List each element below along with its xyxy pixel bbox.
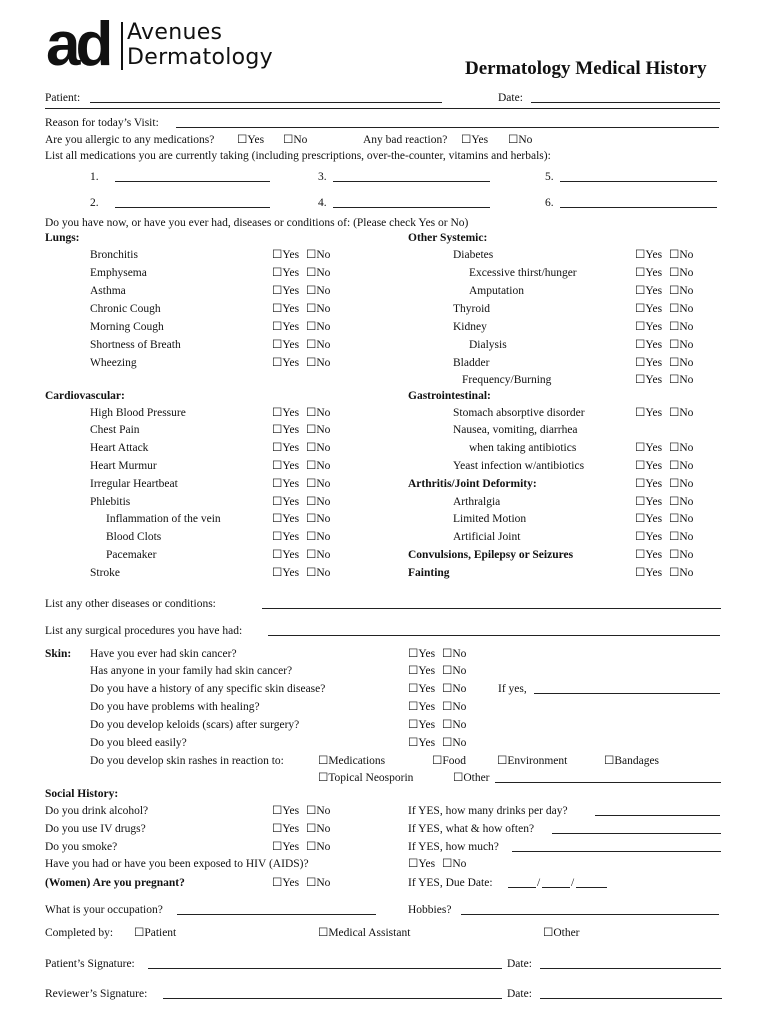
arthritis-0-yes[interactable]: ☐Yes (635, 496, 663, 508)
arthritis-0-no[interactable]: ☐No (669, 496, 694, 508)
cardio-9-no[interactable]: ☐No (306, 567, 331, 579)
cardio-2-yes[interactable]: ☐Yes (272, 442, 300, 454)
alcohol-field[interactable] (595, 815, 720, 816)
condition-label: when taking antibiotics (469, 442, 577, 454)
condition-label: Bronchitis (90, 249, 138, 261)
skin-question: Do you develop skin rashes in reaction to: (90, 755, 284, 767)
cardio-8-no[interactable]: ☐No (306, 549, 331, 561)
rash-neosporin[interactable]: ☐Topical Neosporin (318, 772, 414, 784)
systemic-3-yes[interactable]: ☐Yes (635, 303, 663, 315)
logo-mark: ad (46, 10, 109, 79)
iv-field[interactable] (552, 833, 721, 834)
lungs-3-no[interactable]: ☐No (306, 303, 331, 315)
surgical-label: List any surgical procedures you have had: (45, 625, 243, 637)
condition-label: Blood Clots (106, 531, 162, 543)
reviewer-signature-label: Reviewer’s Signature: (45, 988, 148, 1000)
lungs-2-yes[interactable]: ☐Yes (272, 285, 300, 297)
condition-label: Bladder (453, 357, 490, 369)
skin-0-yes[interactable]: ☐Yes (408, 648, 436, 660)
gi-2-yes[interactable]: ☐Yes (635, 442, 663, 454)
rash-environment[interactable]: ☐Environment (497, 755, 568, 767)
skin-question: Do you bleed easily? (90, 737, 187, 749)
systemic-1-yes[interactable]: ☐Yes (635, 267, 663, 279)
fainting-label: Fainting (408, 567, 450, 579)
date-slash: / (571, 877, 575, 889)
skin-4-yes[interactable]: ☐Yes (408, 719, 436, 731)
arthritis-2-yes[interactable]: ☐Yes (635, 531, 663, 543)
arthritis-no[interactable]: ☐No (669, 478, 694, 490)
patient-signature-label: Patient’s Signature: (45, 958, 135, 970)
logo-line2: Dermatology (127, 45, 273, 70)
condition-label: Chest Pain (90, 424, 140, 436)
iv-question: Do you use IV drugs? (45, 823, 146, 835)
condition-label: Phlebitis (90, 496, 131, 508)
arthritis-2-no[interactable]: ☐No (669, 531, 694, 543)
systemic-5-yes[interactable]: ☐Yes (635, 339, 663, 351)
fainting-no[interactable]: ☐No (669, 567, 694, 579)
reason-field[interactable] (176, 127, 719, 128)
cardio-5-yes[interactable]: ☐Yes (272, 496, 300, 508)
condition-label: Heart Murmur (90, 460, 157, 472)
allergy-no[interactable]: ☐No (283, 134, 308, 146)
med-number: 1. (90, 171, 99, 183)
rash-medications[interactable]: ☐Medications (318, 755, 386, 767)
cardio-6-no[interactable]: ☐No (306, 513, 331, 525)
skin-3-yes[interactable]: ☐Yes (408, 701, 436, 713)
med-number: 6. (545, 197, 554, 209)
reviewer-signature-date-field[interactable] (540, 998, 722, 999)
condition-label: Nausea, vomiting, diarrhea (453, 424, 578, 436)
skin-question: Do you have problems with healing? (90, 701, 260, 713)
logo-line1: Avenues (127, 20, 223, 45)
hiv-yes[interactable]: ☐Yes (408, 858, 436, 870)
condition-label: High Blood Pressure (90, 407, 186, 419)
occupation-field[interactable] (177, 914, 376, 915)
rash-food[interactable]: ☐Food (432, 755, 466, 767)
hobbies-label: Hobbies? (408, 904, 452, 916)
page-title: Dermatology Medical History (465, 58, 707, 79)
gi-3-yes[interactable]: ☐Yes (635, 460, 663, 472)
pregnant-no[interactable]: ☐No (306, 877, 331, 889)
due-day-field[interactable] (542, 887, 570, 888)
condition-label: Heart Attack (90, 442, 149, 454)
smoke-question: Do you smoke? (45, 841, 118, 853)
lungs-1-no[interactable]: ☐No (306, 267, 331, 279)
skin-question: Do you develop keloids (scars) after surgery? (90, 719, 300, 731)
cardio-8-yes[interactable]: ☐Yes (272, 549, 300, 561)
condition-label: Limited Motion (453, 513, 527, 525)
cardio-2-no[interactable]: ☐No (306, 442, 331, 454)
fainting-yes[interactable]: ☐Yes (635, 567, 663, 579)
smoke-yes[interactable]: ☐Yes (272, 841, 300, 853)
systemic-0-yes[interactable]: ☐Yes (635, 249, 663, 261)
med-number: 4. (318, 197, 327, 209)
skin-1-yes[interactable]: ☐Yes (408, 665, 436, 677)
skin-question: Do you have a history of any specific skin disease? (90, 683, 326, 695)
patient-signature-field[interactable] (148, 968, 502, 969)
cardio-1-yes[interactable]: ☐Yes (272, 424, 300, 436)
med-number: 2. (90, 197, 99, 209)
skin-0-no[interactable]: ☐No (442, 648, 467, 660)
reviewer-signature-date-label: Date: (507, 988, 532, 1000)
arthritis-yes[interactable]: ☐Yes (635, 478, 663, 490)
iv-followup: If YES, what & how often? (408, 823, 535, 835)
lungs-heading: Lungs: (45, 232, 80, 244)
patient-signature-date-label: Date: (507, 958, 532, 970)
condition-label: Kidney (453, 321, 487, 333)
systemic-1-no[interactable]: ☐No (669, 267, 694, 279)
condition-label: Morning Cough (90, 321, 164, 333)
gi-heading: Gastrointestinal: (408, 390, 491, 402)
date-field[interactable] (531, 102, 720, 103)
hiv-question: Have you had or have you been exposed to HIV (AIDS)? (45, 858, 309, 870)
hiv-no[interactable]: ☐No (442, 858, 467, 870)
lungs-2-no[interactable]: ☐No (306, 285, 331, 297)
allergy-question: Are you allergic to any medications? (45, 134, 215, 146)
gi-0-no[interactable]: ☐No (669, 407, 694, 419)
meds-prompt: List all medications you are currently taking (including prescriptions, over-the-counter, vitamins and herbals): (45, 150, 551, 162)
skin-1-no[interactable]: ☐No (442, 665, 467, 677)
due-month-field[interactable] (508, 887, 536, 888)
condition-label: Stomach absorptive disorder (453, 407, 585, 419)
skin-3-no[interactable]: ☐No (442, 701, 467, 713)
due-year-field[interactable] (576, 887, 607, 888)
cardio-9-yes[interactable]: ☐Yes (272, 567, 300, 579)
lungs-1-yes[interactable]: ☐Yes (272, 267, 300, 279)
systemic-heading: Other Systemic: (408, 232, 488, 244)
completed-medical-assistant[interactable]: ☐Medical Assistant (318, 927, 411, 939)
lungs-4-yes[interactable]: ☐Yes (272, 321, 300, 333)
occupation-label: What is your occupation? (45, 904, 163, 916)
patient-label: Patient: (45, 92, 81, 104)
completed-by-label: Completed by: (45, 927, 114, 939)
condition-label: Amputation (469, 285, 524, 297)
systemic-0-no[interactable]: ☐No (669, 249, 694, 261)
condition-label: Pacemaker (106, 549, 157, 561)
condition-label: Chronic Cough (90, 303, 161, 315)
arthritis-heading: Arthritis/Joint Deformity: (408, 478, 537, 490)
reaction-no[interactable]: ☐No (508, 134, 533, 146)
logo-divider (121, 22, 123, 70)
date-label: Date: (498, 92, 523, 104)
skin-2-no[interactable]: ☐No (442, 683, 467, 695)
med-field-1[interactable] (115, 181, 270, 182)
condition-label: Dialysis (469, 339, 507, 351)
skin-5-yes[interactable]: ☐Yes (408, 737, 436, 749)
systemic-4-no[interactable]: ☐No (669, 321, 694, 333)
gi-3-no[interactable]: ☐No (669, 460, 694, 472)
systemic-6-no[interactable]: ☐No (669, 357, 694, 369)
cardio-3-no[interactable]: ☐No (306, 460, 331, 472)
systemic-5-no[interactable]: ☐No (669, 339, 694, 351)
lungs-0-yes[interactable]: ☐Yes (272, 249, 300, 261)
lungs-4-no[interactable]: ☐No (306, 321, 331, 333)
reason-label: Reason for today’s Visit: (45, 117, 159, 129)
skin-question: Have you ever had skin cancer? (90, 648, 237, 660)
lungs-5-no[interactable]: ☐No (306, 339, 331, 351)
social-heading: Social History: (45, 788, 119, 800)
skin-2-yes[interactable]: ☐Yes (408, 683, 436, 695)
med-field-5[interactable] (560, 181, 717, 182)
condition-label: Diabetes (453, 249, 494, 261)
reviewer-signature-field[interactable] (163, 998, 502, 999)
skin-disease-field[interactable] (534, 693, 720, 694)
lungs-3-yes[interactable]: ☐Yes (272, 303, 300, 315)
condition-label: Shortness of Breath (90, 339, 181, 351)
condition-label: Thyroid (453, 303, 491, 315)
systemic-4-yes[interactable]: ☐Yes (635, 321, 663, 333)
pregnant-yes[interactable]: ☐Yes (272, 877, 300, 889)
other-diseases-field[interactable] (262, 608, 721, 609)
completed-other[interactable]: ☐Other (543, 927, 580, 939)
rash-other-field[interactable] (495, 782, 721, 783)
iv-drugs-no[interactable]: ☐No (306, 823, 331, 835)
convulsions-yes[interactable]: ☐Yes (635, 549, 663, 561)
smoke-no[interactable]: ☐No (306, 841, 331, 853)
cardio-1-no[interactable]: ☐No (306, 424, 331, 436)
systemic-2-yes[interactable]: ☐Yes (635, 285, 663, 297)
pregnant-question: (Women) Are you pregnant? (45, 877, 185, 889)
cardio-heading: Cardiovascular: (45, 390, 125, 402)
due-date-label: If YES, Due Date: (408, 877, 493, 889)
gi-2-no[interactable]: ☐No (669, 442, 694, 454)
divider (45, 108, 720, 109)
skin-heading: Skin: (45, 648, 72, 660)
conditions-prompt: Do you have now, or have you ever had, diseases or conditions of: (Please check Yes or No) (45, 217, 469, 229)
alcohol-followup: If YES, how many drinks per day? (408, 805, 568, 817)
systemic-6-yes[interactable]: ☐Yes (635, 357, 663, 369)
med-number: 3. (318, 171, 327, 183)
arthritis-1-no[interactable]: ☐No (669, 513, 694, 525)
if-yes-label: If yes, (498, 683, 527, 695)
cardio-0-yes[interactable]: ☐Yes (272, 407, 300, 419)
cardio-3-yes[interactable]: ☐Yes (272, 460, 300, 472)
condition-label: Frequency/Burning (462, 374, 552, 386)
alcohol-no[interactable]: ☐No (306, 805, 331, 817)
condition-label: Inflammation of the vein (106, 513, 221, 525)
allergy-yes[interactable]: ☐Yes (237, 134, 265, 146)
gi-0-yes[interactable]: ☐Yes (635, 407, 663, 419)
med-field-6[interactable] (560, 207, 717, 208)
cardio-5-no[interactable]: ☐No (306, 496, 331, 508)
lungs-5-yes[interactable]: ☐Yes (272, 339, 300, 351)
cardio-7-yes[interactable]: ☐Yes (272, 531, 300, 543)
lungs-0-no[interactable]: ☐No (306, 249, 331, 261)
condition-label: Asthma (90, 285, 126, 297)
systemic-2-no[interactable]: ☐No (669, 285, 694, 297)
smoke-field[interactable] (512, 851, 721, 852)
convulsions-label: Convulsions, Epilepsy or Seizures (408, 549, 574, 561)
skin-5-no[interactable]: ☐No (442, 737, 467, 749)
cardio-4-yes[interactable]: ☐Yes (272, 478, 300, 490)
alcohol-yes[interactable]: ☐Yes (272, 805, 300, 817)
smoke-followup: If YES, how much? (408, 841, 499, 853)
other-diseases-label: List any other diseases or conditions: (45, 598, 216, 610)
condition-label: Artificial Joint (453, 531, 521, 543)
completed-patient[interactable]: ☐Patient (134, 927, 177, 939)
med-number: 5. (545, 171, 554, 183)
convulsions-no[interactable]: ☐No (669, 549, 694, 561)
med-field-3[interactable] (333, 181, 490, 182)
systemic-3-no[interactable]: ☐No (669, 303, 694, 315)
patient-signature-date-field[interactable] (540, 968, 721, 969)
hobbies-field[interactable] (461, 914, 719, 915)
condition-label: Yeast infection w/antibiotics (453, 460, 585, 472)
skin-question: Has anyone in your family had skin cancer? (90, 665, 293, 677)
cardio-4-no[interactable]: ☐No (306, 478, 331, 490)
cardio-7-no[interactable]: ☐No (306, 531, 331, 543)
lungs-6-no[interactable]: ☐No (306, 357, 331, 369)
alcohol-question: Do you drink alcohol? (45, 805, 149, 817)
rash-bandages[interactable]: ☐Bandages (604, 755, 660, 767)
med-field-4[interactable] (333, 207, 490, 208)
skin-4-no[interactable]: ☐No (442, 719, 467, 731)
condition-label: Excessive thirst/hunger (469, 267, 577, 279)
condition-label: Arthralgia (453, 496, 501, 508)
condition-label: Irregular Heartbeat (90, 478, 178, 490)
iv-drugs-yes[interactable]: ☐Yes (272, 823, 300, 835)
condition-label: Stroke (90, 567, 121, 579)
systemic-7-no[interactable]: ☐No (669, 374, 694, 386)
systemic-7-yes[interactable]: ☐Yes (635, 374, 663, 386)
lungs-6-yes[interactable]: ☐Yes (272, 357, 300, 369)
surgical-field[interactable] (268, 635, 720, 636)
cardio-0-no[interactable]: ☐No (306, 407, 331, 419)
rash-other[interactable]: ☐Other (453, 772, 490, 784)
med-field-2[interactable] (115, 207, 270, 208)
condition-label: Emphysema (90, 267, 147, 279)
date-slash: / (537, 877, 541, 889)
reaction-yes[interactable]: ☐Yes (461, 134, 489, 146)
condition-label: Wheezing (90, 357, 137, 369)
patient-field[interactable] (90, 102, 442, 103)
arthritis-1-yes[interactable]: ☐Yes (635, 513, 663, 525)
reaction-question: Any bad reaction? (363, 134, 448, 146)
cardio-6-yes[interactable]: ☐Yes (272, 513, 300, 525)
